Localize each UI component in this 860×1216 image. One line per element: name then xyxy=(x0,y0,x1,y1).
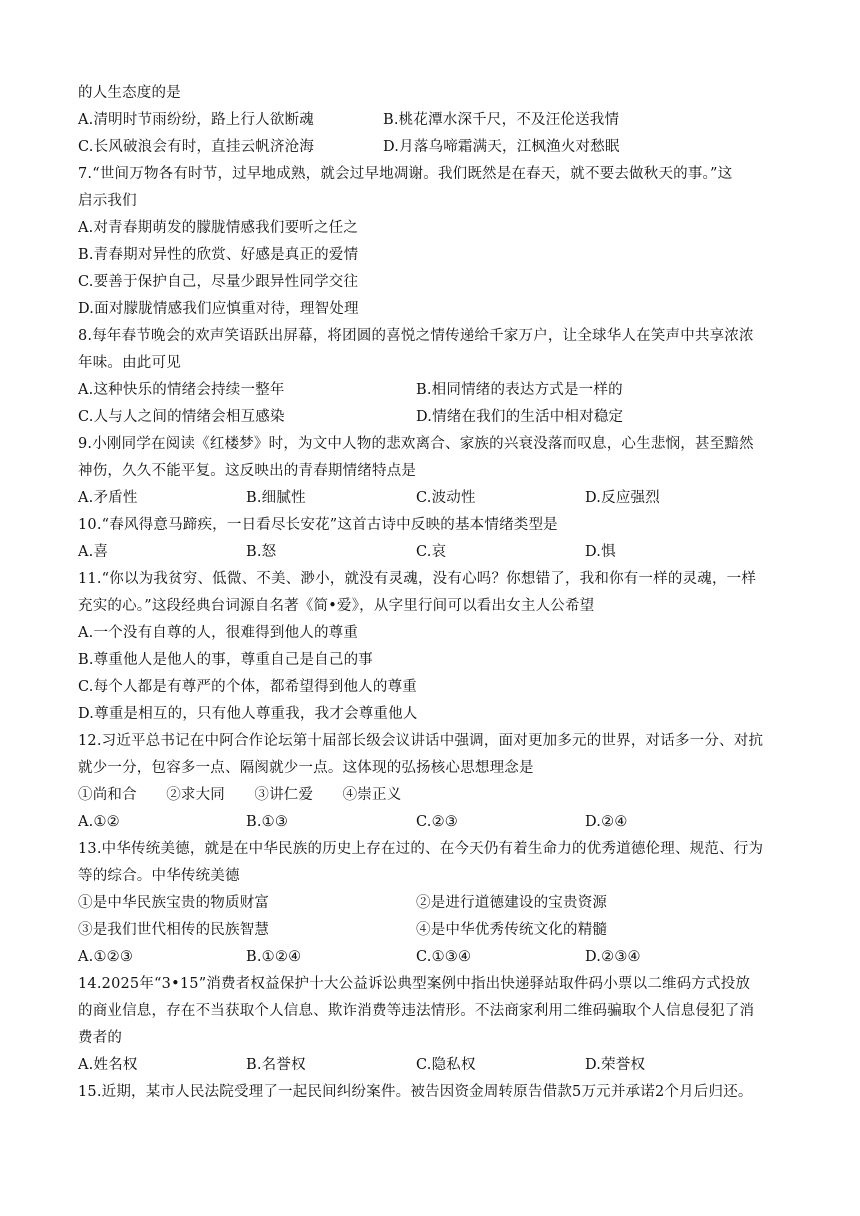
q6-options-row2 xyxy=(78,134,788,160)
q14-options xyxy=(78,1052,788,1078)
q7-stem: 7.“世间万物各有时节，过早地成熟，就会过早地凋谢。我们既然是在春天，就不要去做秋天的事。”这 xyxy=(78,166,733,182)
q7-option-a: A.对青春期萌发的朦胧情感我们要听之任之 xyxy=(78,220,359,236)
q8-option-d: D.情绪在我们的生活中相对稳定 xyxy=(416,409,624,425)
q14-stem-cont: 的商业信息，存在不当获取个人信息、欺诈消费等违法情形。不法商家利用二维码骗取个人信息侵犯了消 xyxy=(78,1003,755,1019)
q12-items: ①尚和合 ②求大同 ③讲仁爱 ④崇正义 xyxy=(78,787,402,803)
q12-stem-cont: 就少一分，包容多一点、隔阂就少一点。这体现的弘扬核心思想理念是 xyxy=(78,760,534,776)
q13-item-3: ③是我们世代相传的民族智慧 xyxy=(78,922,270,938)
q8-stem: 8.每年春节晚会的欢声笑语跃出屏幕，将团圆的喜悦之情传递给千家万户，让全球华人在笑声中共享浓浓 xyxy=(78,328,754,344)
q12-option-c: C.②③ xyxy=(416,814,458,830)
q14-option-c: C.隐私权 xyxy=(416,1057,476,1073)
q11-stem: 11.“你以为我贫穷、低微、不美、渺小，就没有灵魂，没有心吗？你想错了，我和你有一样的灵魂，一样 xyxy=(78,571,757,587)
q8-option-a: A.这种快乐的情绪会持续一整年 xyxy=(78,382,285,398)
q9-stem-cont: 神伤，久久不能平复。这反映出的青春期情绪特点是 xyxy=(78,463,417,479)
q13-item-2: ②是进行道德建设的宝贵资源 xyxy=(416,895,608,911)
q11-option-d: D.尊重是相互的，只有他人尊重我，我才会尊重他人 xyxy=(78,706,418,722)
q7-option-d: D.面对朦胧情感我们应慎重对待，理智处理 xyxy=(78,301,359,317)
q13-items-row1 xyxy=(78,890,788,916)
q9-options xyxy=(78,485,788,511)
q10-option-a: A.喜 xyxy=(78,544,109,560)
q14-option-b: B.名誉权 xyxy=(246,1057,306,1073)
q10-stem: 10.“春风得意马蹄疾，一日看尽长安花”这首古诗中反映的基本情绪类型是 xyxy=(78,517,558,533)
q6-option-a: A.清明时节雨纷纷，路上行人欲断魂 xyxy=(78,112,314,128)
q14-option-d: D.荣誉权 xyxy=(585,1057,646,1073)
q12-stem: 12.习近平总书记在中阿合作论坛第十届部长级会议讲话中强调，面对更加多元的世界，对话多一分、对抗 xyxy=(78,733,764,749)
q13-option-a: A.①②③ xyxy=(78,949,134,965)
q13-items-row2 xyxy=(78,917,788,943)
q13-stem-cont: 等的综合。中华传统美德 xyxy=(78,868,240,884)
q13-item-1: ①是中华民族宝贵的物质财富 xyxy=(78,895,270,911)
q11-option-b: B.尊重他人是他人的事，尊重自己是自己的事 xyxy=(78,652,373,668)
q8-stem-cont: 年味。由此可见 xyxy=(78,355,181,371)
q7-stem-cont: 启示我们 xyxy=(78,193,137,209)
q8-option-c: C.人与人之间的情绪会相互感染 xyxy=(78,409,285,425)
q9-option-c: C.波动性 xyxy=(416,490,476,506)
q12-options xyxy=(78,809,788,835)
q14-stem: 14.2025年“3•15”消费者权益保护十大公益诉讼典型案例中指出快递驿站取件码小票以二维码方式投放 xyxy=(78,976,751,992)
q12-option-d: D.②④ xyxy=(585,814,628,830)
q10-options xyxy=(78,539,788,565)
q8-options-row1 xyxy=(78,377,788,403)
q14-stem-cont2: 费者的 xyxy=(78,1030,123,1046)
q9-stem: 9.小刚同学在阅读《红楼梦》时，为文中人物的悲欢离合、家族的兴衰没落而叹息，心生悲悯，甚至黯然 xyxy=(78,436,754,452)
q6-option-c: C.长风破浪会有时，直挂云帆济沧海 xyxy=(78,139,315,155)
q12-option-a: A.①② xyxy=(78,814,120,830)
q6-option-d: D.月落乌啼霜满天，江枫渔火对愁眠 xyxy=(383,139,620,155)
q13-item-4: ④是中华优秀传统文化的精髓 xyxy=(416,922,608,938)
q13-option-d: D.②③④ xyxy=(585,949,641,965)
q10-option-b: B.怒 xyxy=(246,544,277,560)
q14-option-a: A.姓名权 xyxy=(78,1057,138,1073)
q8-options-row2 xyxy=(78,404,788,430)
q6-stem-tail: 的人生态度的是 xyxy=(78,85,181,101)
q15-stem: 15.近期，某市人民法院受理了一起民间纠纷案件。被告因资金周转原告借款5万元并承诺2个月后归还。 xyxy=(78,1084,753,1100)
q11-stem-cont: 充实的心。”这段经典台词源自名著《简•爱》，从字里行间可以看出女主人公希望 xyxy=(78,598,595,614)
q6-option-b: B.桃花潭水深千尺，不及汪伦送我情 xyxy=(383,112,620,128)
q10-option-d: D.惧 xyxy=(585,544,616,560)
q9-option-a: A.矛盾性 xyxy=(78,490,138,506)
q13-option-b: B.①②④ xyxy=(246,949,302,965)
q7-option-c: C.要善于保护自己，尽量少跟异性同学交往 xyxy=(78,274,359,290)
q7-option-b: B.青春期对异性的欣赏、好感是真正的爱情 xyxy=(78,247,359,263)
q9-option-b: B.细腻性 xyxy=(246,490,306,506)
q11-option-a: A.一个没有自尊的人，很难得到他人的尊重 xyxy=(78,625,359,641)
q10-option-c: C.哀 xyxy=(416,544,447,560)
q13-stem: 13.中华传统美德，就是在中华民族的历史上存在过的、在今天仍有着生命力的优秀道德伦理、规范、行为 xyxy=(78,841,764,857)
q12-option-b: B.①③ xyxy=(246,814,289,830)
q13-option-c: C.①③④ xyxy=(416,949,472,965)
q13-options xyxy=(78,944,788,970)
q8-option-b: B.相同情绪的表达方式是一样的 xyxy=(416,382,623,398)
q6-options-row1 xyxy=(78,107,788,133)
q9-option-d: D.反应强烈 xyxy=(585,490,660,506)
q11-option-c: C.每个人都是有尊严的个体，都希望得到他人的尊重 xyxy=(78,679,417,695)
